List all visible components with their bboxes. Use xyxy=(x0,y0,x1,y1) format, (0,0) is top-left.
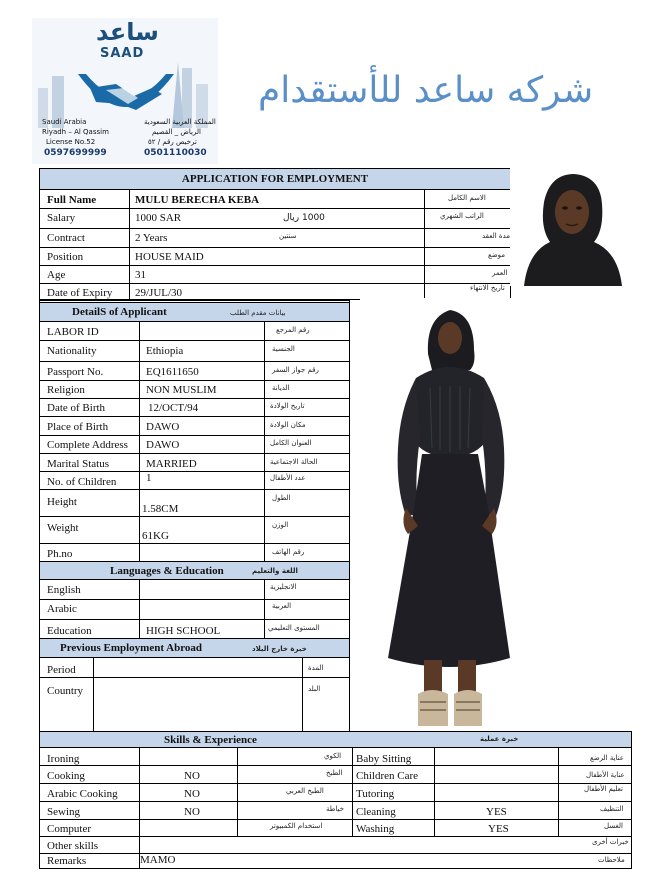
dob-value: 12/OCT/94 xyxy=(148,402,199,414)
cleaning-value: YES xyxy=(486,806,507,818)
baby-sitting-label: Baby Sitting xyxy=(356,753,412,765)
previous-employment-header xyxy=(39,638,350,658)
labor-id-arabic: رقم المرجع xyxy=(276,326,310,334)
salary-arabic: الراتب الشهري xyxy=(440,212,484,220)
phone-arabic: رقم الهاتف xyxy=(272,548,305,556)
cleaning-arabic: التنظيف xyxy=(600,805,624,813)
other-skills-arabic: خبرات أخرى xyxy=(592,838,629,846)
weight-label: Weight xyxy=(47,522,79,534)
position-label: Position xyxy=(47,251,84,263)
full-name-value: MULU BERECHA KEBA xyxy=(135,194,260,206)
labor-id-label: LABOR ID xyxy=(47,326,99,338)
cooking-arabic: الطبخ xyxy=(326,769,343,777)
remarks-value: MAMO xyxy=(140,854,176,866)
skills-header-title: Skills & Experience xyxy=(164,734,257,746)
education-label: Education xyxy=(47,625,92,637)
logo-arabic-license: ترخيص رقم / ٥٢ xyxy=(148,138,197,146)
skills-header xyxy=(39,731,632,748)
children-value: 1 xyxy=(146,472,152,484)
passport-label: Passport No. xyxy=(47,366,104,378)
contract-arabic: مدة العقد xyxy=(482,232,510,240)
arabic-cooking-label: Arabic Cooking xyxy=(47,788,118,800)
salary-label: Salary xyxy=(47,212,76,224)
salary-value-arabic: 1000 ريال xyxy=(283,213,325,223)
logo-country: Saudi Arabia xyxy=(42,118,87,126)
application-header: APPLICATION FOR EMPLOYMENT xyxy=(39,168,511,190)
address-arabic: العنوان الكامل xyxy=(270,439,312,447)
logo-arabic-country: المملكة العربية السعودية xyxy=(144,118,216,126)
height-arabic: الطول xyxy=(272,494,291,502)
ironing-label: Ironing xyxy=(47,753,80,765)
age-arabic: العمر xyxy=(492,269,508,277)
contract-value: 2 Years xyxy=(135,232,168,244)
remarks-label: Remarks xyxy=(47,855,87,867)
arabic-label: Arabic xyxy=(47,603,77,615)
cooking-label: Cooking xyxy=(47,770,85,782)
applicant-header-title: DetailS of Applicant xyxy=(72,306,167,318)
contract-label: Contract xyxy=(47,232,85,244)
nationality-arabic: الجنسية xyxy=(272,345,295,353)
expiry-arabic: تاريخ الانتهاء xyxy=(470,284,505,292)
applicant-portrait-photo xyxy=(510,168,634,286)
english-arabic: الانجليزية xyxy=(270,583,297,591)
logo-english-name: SAAD xyxy=(100,46,145,61)
previous-employment-title: Previous Employment Abroad xyxy=(60,642,202,654)
nationality-value: Ethiopia xyxy=(146,345,184,357)
position-value: HOUSE MAID xyxy=(135,251,204,263)
weight-value: 61KG xyxy=(142,530,169,542)
contract-value-arabic: سنتين xyxy=(279,232,297,240)
period-label: Period xyxy=(47,664,76,676)
logo-arabic-city: الرياض _ القصيم xyxy=(152,128,201,136)
washing-arabic: الغسل xyxy=(604,822,624,830)
education-arabic: المستوى التعليمي xyxy=(268,624,320,632)
expiry-value: 29/JUL/30 xyxy=(135,287,183,299)
full-name-label: Full Name xyxy=(47,194,97,206)
english-label: English xyxy=(47,584,81,596)
applicant-full-body-photo xyxy=(360,298,540,730)
religion-value: NON MUSLIM xyxy=(146,384,217,396)
expiry-label: Date of Expiry xyxy=(47,287,113,299)
washing-value: YES xyxy=(488,823,509,835)
age-label: Age xyxy=(47,269,66,281)
logo-arabic-name: ساعد xyxy=(96,18,159,46)
sewing-label: Sewing xyxy=(47,806,80,818)
place-of-birth-arabic: مكان الولادة xyxy=(270,421,306,429)
marital-status-value: MARRIED xyxy=(146,458,197,470)
languages-header-title: Languages & Education xyxy=(110,565,224,577)
applicant-header xyxy=(39,302,350,322)
children-care-label: Children Care xyxy=(356,770,419,782)
phone-label: Ph.no xyxy=(47,548,73,560)
place-of-birth-label: Place of Birth xyxy=(47,421,109,433)
salary-value: 1000 SAR xyxy=(135,212,182,224)
place-of-birth-value: DAWO xyxy=(146,421,180,433)
languages-header-arabic: اللغة والتعليم xyxy=(252,567,298,575)
computer-label: Computer xyxy=(47,823,91,835)
passport-value: EQ1611650 xyxy=(146,366,199,378)
country-label: Country xyxy=(47,685,84,697)
marital-status-label: Marital Status xyxy=(47,458,110,470)
company-title: شركه ساعد للأستقدام xyxy=(258,70,594,111)
position-arabic: موضع xyxy=(488,251,506,259)
tutoring-arabic: تعليم الأطفال xyxy=(584,785,623,793)
dob-label: Date of Birth xyxy=(47,402,106,414)
baby-sitting-arabic: عناية الرضع xyxy=(590,754,624,762)
cleaning-label: Cleaning xyxy=(356,806,396,818)
ironing-arabic: الكوي xyxy=(324,752,342,760)
full-name-arabic: الاسم الكامل xyxy=(448,194,486,202)
remarks-arabic: ملاحظات xyxy=(598,856,625,864)
tutoring-label: Tutoring xyxy=(356,788,395,800)
religion-label: Religion xyxy=(47,384,85,396)
company-logo xyxy=(32,18,218,164)
children-care-arabic: عناية الأطفال xyxy=(586,771,625,779)
address-label: Complete Address xyxy=(47,439,128,451)
arabic-cooking-value: NO xyxy=(184,788,200,800)
dob-arabic: تاريخ الولادة xyxy=(270,402,305,410)
sewing-arabic: خياطة xyxy=(326,805,344,813)
religion-arabic: الديانة xyxy=(272,384,290,392)
applicant-header-arabic: بيانات مقدم الطلب xyxy=(230,309,286,317)
children-arabic: عدد الأطفال xyxy=(270,474,306,482)
logo-phone-left: 0597699999 xyxy=(44,148,107,158)
address-value: DAWO xyxy=(146,439,180,451)
weight-arabic: الوزن xyxy=(272,521,289,529)
logo-phone-right: 0501110030 xyxy=(144,148,207,158)
arabic-cooking-arabic: الطبخ العربي xyxy=(286,787,324,795)
height-value: 1.58CM xyxy=(142,503,179,515)
nationality-label: Nationality xyxy=(47,345,97,357)
age-value: 31 xyxy=(135,269,146,281)
education-value: HIGH SCHOOL xyxy=(146,625,221,637)
logo-license: License No.52 xyxy=(46,138,96,146)
marital-status-arabic: الحالة الاجتماعية xyxy=(270,458,318,466)
previous-employment-arabic: خبرة خارج البلاد xyxy=(252,645,307,653)
languages-header xyxy=(39,561,350,580)
arabic-arabic: العربية xyxy=(272,602,292,610)
logo-city: Riyadh – Al Qassim xyxy=(42,128,109,136)
sewing-value: NO xyxy=(184,806,200,818)
computer-arabic: استخدام الكمبيوتر xyxy=(270,822,323,830)
cooking-value: NO xyxy=(184,770,200,782)
other-skills-label: Other skills xyxy=(47,840,99,852)
country-arabic: البلد xyxy=(308,685,321,693)
height-label: Height xyxy=(47,496,77,508)
skills-header-arabic: خبرة عملية xyxy=(480,735,519,743)
washing-label: Washing xyxy=(356,823,395,835)
passport-arabic: رقم جواز السفر xyxy=(272,366,319,374)
period-arabic: المدة xyxy=(308,664,324,672)
children-label: No. of Children xyxy=(47,476,117,488)
